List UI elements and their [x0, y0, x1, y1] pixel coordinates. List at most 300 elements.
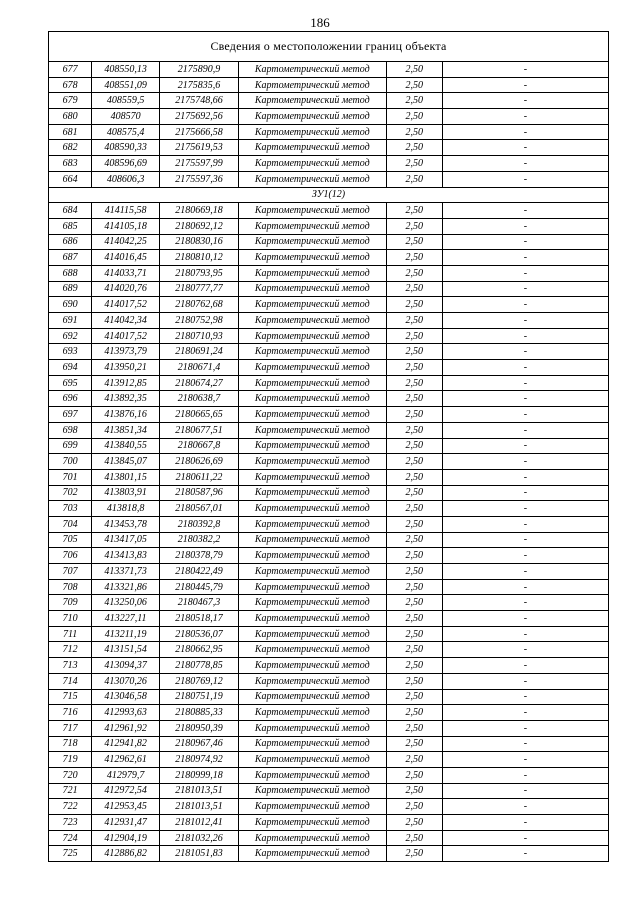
table-row: [49, 265, 609, 281]
table-row: [49, 626, 609, 642]
method-cell: Картометрический метод: [238, 109, 386, 125]
description-cell: -: [442, 705, 608, 721]
method-cell: Картометрический метод: [238, 171, 386, 187]
accuracy-cell: 2,50: [386, 799, 442, 815]
method-cell: Картометрический метод: [238, 124, 386, 140]
accuracy-cell: 2,50: [386, 705, 442, 721]
x-coordinate-cell: 413803,91: [92, 485, 160, 501]
method-cell: Картометрический метод: [238, 375, 386, 391]
accuracy-cell: 2,50: [386, 156, 442, 172]
y-coordinate-cell: 2180667,8: [160, 438, 239, 454]
point-number-cell: 694: [49, 360, 92, 376]
description-cell: -: [442, 626, 608, 642]
section-label: ЗУ1(12): [49, 187, 609, 203]
table-row: [49, 328, 609, 344]
point-number-cell: 692: [49, 328, 92, 344]
method-cell: Картометрический метод: [238, 407, 386, 423]
method-cell: Картометрический метод: [238, 767, 386, 783]
x-coordinate-cell: 413892,35: [92, 391, 160, 407]
accuracy-cell: 2,50: [386, 218, 442, 234]
accuracy-cell: 2,50: [386, 375, 442, 391]
point-number-cell: 722: [49, 799, 92, 815]
method-cell: Картометрический метод: [238, 673, 386, 689]
y-coordinate-cell: 2180692,12: [160, 218, 239, 234]
table-row: [49, 501, 609, 517]
table-row: [49, 344, 609, 360]
table-row: [49, 391, 609, 407]
table-row: [49, 93, 609, 109]
point-number-cell: 723: [49, 815, 92, 831]
description-cell: -: [442, 815, 608, 831]
y-coordinate-cell: 2180810,12: [160, 250, 239, 266]
description-cell: -: [442, 846, 608, 862]
point-number-cell: 721: [49, 783, 92, 799]
description-cell: -: [442, 752, 608, 768]
accuracy-cell: 2,50: [386, 281, 442, 297]
x-coordinate-cell: 414042,25: [92, 234, 160, 250]
description-cell: -: [442, 579, 608, 595]
table-row: [49, 171, 609, 187]
x-coordinate-cell: 413818,8: [92, 501, 160, 517]
method-cell: Картометрический метод: [238, 234, 386, 250]
accuracy-cell: 2,50: [386, 815, 442, 831]
method-cell: Картометрический метод: [238, 77, 386, 93]
table-header-row: [49, 32, 609, 62]
x-coordinate-cell: 413211,19: [92, 626, 160, 642]
y-coordinate-cell: 2180830,16: [160, 234, 239, 250]
table-row: [49, 673, 609, 689]
table-row: [49, 62, 609, 78]
point-number-cell: 693: [49, 344, 92, 360]
table-row: [49, 689, 609, 705]
x-coordinate-cell: 412961,92: [92, 720, 160, 736]
point-number-cell: 716: [49, 705, 92, 721]
point-number-cell: 712: [49, 642, 92, 658]
description-cell: -: [442, 673, 608, 689]
x-coordinate-cell: 414042,34: [92, 313, 160, 329]
point-number-cell: 699: [49, 438, 92, 454]
accuracy-cell: 2,50: [386, 250, 442, 266]
description-cell: -: [442, 156, 608, 172]
y-coordinate-cell: 2180378,79: [160, 548, 239, 564]
method-cell: Картометрический метод: [238, 218, 386, 234]
accuracy-cell: 2,50: [386, 203, 442, 219]
method-cell: Картометрический метод: [238, 642, 386, 658]
point-number-cell: 702: [49, 485, 92, 501]
x-coordinate-cell: 413151,54: [92, 642, 160, 658]
x-coordinate-cell: 412962,61: [92, 752, 160, 768]
point-number-cell: 697: [49, 407, 92, 423]
table-row: [49, 642, 609, 658]
description-cell: -: [442, 313, 608, 329]
y-coordinate-cell: 2180422,49: [160, 564, 239, 580]
method-cell: Картометрический метод: [238, 783, 386, 799]
method-cell: Картометрический метод: [238, 626, 386, 642]
y-coordinate-cell: 2175619,53: [160, 140, 239, 156]
description-cell: -: [442, 783, 608, 799]
table-row: [49, 720, 609, 736]
point-number-cell: 678: [49, 77, 92, 93]
y-coordinate-cell: 2180974,92: [160, 752, 239, 768]
point-number-cell: 698: [49, 422, 92, 438]
x-coordinate-cell: 408596,69: [92, 156, 160, 172]
x-coordinate-cell: 413070,26: [92, 673, 160, 689]
description-cell: -: [442, 171, 608, 187]
x-coordinate-cell: 413973,79: [92, 344, 160, 360]
accuracy-cell: 2,50: [386, 658, 442, 674]
method-cell: Картометрический метод: [238, 548, 386, 564]
boundary-coordinates-table: [48, 31, 609, 862]
table-row: [49, 579, 609, 595]
table-title: Сведения о местоположении границ объекта: [49, 32, 609, 62]
description-cell: -: [442, 689, 608, 705]
y-coordinate-cell: 2180769,12: [160, 673, 239, 689]
y-coordinate-cell: 2180467,3: [160, 595, 239, 611]
description-cell: -: [442, 799, 608, 815]
description-cell: -: [442, 77, 608, 93]
table-row: [49, 140, 609, 156]
x-coordinate-cell: 412993,63: [92, 705, 160, 721]
method-cell: Картометрический метод: [238, 469, 386, 485]
y-coordinate-cell: 2181013,51: [160, 783, 239, 799]
accuracy-cell: 2,50: [386, 516, 442, 532]
table-row: [49, 485, 609, 501]
y-coordinate-cell: 2180778,85: [160, 658, 239, 674]
table-row: [49, 218, 609, 234]
point-number-cell: 681: [49, 124, 92, 140]
description-cell: -: [442, 501, 608, 517]
method-cell: Картометрический метод: [238, 328, 386, 344]
description-cell: -: [442, 736, 608, 752]
y-coordinate-cell: 2180662,95: [160, 642, 239, 658]
y-coordinate-cell: 2181051,83: [160, 846, 239, 862]
point-number-cell: 704: [49, 516, 92, 532]
y-coordinate-cell: 2181012,41: [160, 815, 239, 831]
x-coordinate-cell: 413227,11: [92, 611, 160, 627]
y-coordinate-cell: 2180999,18: [160, 767, 239, 783]
method-cell: Картометрический метод: [238, 62, 386, 78]
description-cell: -: [442, 297, 608, 313]
table-row: [49, 360, 609, 376]
y-coordinate-cell: 2180950,39: [160, 720, 239, 736]
x-coordinate-cell: 413950,21: [92, 360, 160, 376]
point-number-cell: 700: [49, 454, 92, 470]
x-coordinate-cell: 412931,47: [92, 815, 160, 831]
table-body: [49, 32, 609, 862]
y-coordinate-cell: 2180445,79: [160, 579, 239, 595]
table-row: [49, 203, 609, 219]
description-cell: -: [442, 532, 608, 548]
accuracy-cell: 2,50: [386, 93, 442, 109]
point-number-cell: 684: [49, 203, 92, 219]
method-cell: Картометрический метод: [238, 422, 386, 438]
table-row: [49, 438, 609, 454]
table-row: [49, 548, 609, 564]
description-cell: -: [442, 344, 608, 360]
method-cell: Картометрический метод: [238, 454, 386, 470]
accuracy-cell: 2,50: [386, 391, 442, 407]
table-row: [49, 313, 609, 329]
method-cell: Картометрический метод: [238, 579, 386, 595]
accuracy-cell: 2,50: [386, 360, 442, 376]
table-row: [49, 752, 609, 768]
accuracy-cell: 2,50: [386, 328, 442, 344]
y-coordinate-cell: 2175890,9: [160, 62, 239, 78]
x-coordinate-cell: 408559,5: [92, 93, 160, 109]
x-coordinate-cell: 413371,73: [92, 564, 160, 580]
method-cell: Картометрический метод: [238, 391, 386, 407]
description-cell: -: [442, 485, 608, 501]
accuracy-cell: 2,50: [386, 124, 442, 140]
x-coordinate-cell: 412953,45: [92, 799, 160, 815]
point-number-cell: 707: [49, 564, 92, 580]
method-cell: Картометрический метод: [238, 297, 386, 313]
x-coordinate-cell: 412972,54: [92, 783, 160, 799]
y-coordinate-cell: 2175692,56: [160, 109, 239, 125]
description-cell: -: [442, 218, 608, 234]
accuracy-cell: 2,50: [386, 234, 442, 250]
y-coordinate-cell: 2180626,69: [160, 454, 239, 470]
x-coordinate-cell: 408590,33: [92, 140, 160, 156]
table-row: [49, 469, 609, 485]
description-cell: -: [442, 422, 608, 438]
y-coordinate-cell: 2180677,51: [160, 422, 239, 438]
point-number-cell: 696: [49, 391, 92, 407]
x-coordinate-cell: 414017,52: [92, 297, 160, 313]
description-cell: -: [442, 658, 608, 674]
y-coordinate-cell: 2180587,96: [160, 485, 239, 501]
x-coordinate-cell: 414105,18: [92, 218, 160, 234]
accuracy-cell: 2,50: [386, 626, 442, 642]
accuracy-cell: 2,50: [386, 109, 442, 125]
table-row: [49, 250, 609, 266]
method-cell: Картометрический метод: [238, 156, 386, 172]
point-number-cell: 695: [49, 375, 92, 391]
y-coordinate-cell: 2175597,99: [160, 156, 239, 172]
accuracy-cell: 2,50: [386, 297, 442, 313]
x-coordinate-cell: 413094,37: [92, 658, 160, 674]
description-cell: -: [442, 720, 608, 736]
table-row: [49, 815, 609, 831]
point-number-cell: 719: [49, 752, 92, 768]
table-row: [49, 109, 609, 125]
point-number-cell: 688: [49, 265, 92, 281]
description-cell: -: [442, 62, 608, 78]
accuracy-cell: 2,50: [386, 830, 442, 846]
x-coordinate-cell: 412941,82: [92, 736, 160, 752]
method-cell: Картометрический метод: [238, 815, 386, 831]
point-number-cell: 718: [49, 736, 92, 752]
y-coordinate-cell: 2180665,65: [160, 407, 239, 423]
x-coordinate-cell: 412886,82: [92, 846, 160, 862]
table-row: [49, 783, 609, 799]
description-cell: -: [442, 375, 608, 391]
y-coordinate-cell: 2180611,22: [160, 469, 239, 485]
accuracy-cell: 2,50: [386, 344, 442, 360]
x-coordinate-cell: 413845,07: [92, 454, 160, 470]
accuracy-cell: 2,50: [386, 673, 442, 689]
point-number-cell: 686: [49, 234, 92, 250]
x-coordinate-cell: 414016,45: [92, 250, 160, 266]
point-number-cell: 679: [49, 93, 92, 109]
point-number-cell: 677: [49, 62, 92, 78]
y-coordinate-cell: 2180518,17: [160, 611, 239, 627]
accuracy-cell: 2,50: [386, 469, 442, 485]
accuracy-cell: 2,50: [386, 564, 442, 580]
accuracy-cell: 2,50: [386, 313, 442, 329]
point-number-cell: 725: [49, 846, 92, 862]
accuracy-cell: 2,50: [386, 438, 442, 454]
method-cell: Картометрический метод: [238, 705, 386, 721]
point-number-cell: 711: [49, 626, 92, 642]
description-cell: -: [442, 265, 608, 281]
x-coordinate-cell: 413840,55: [92, 438, 160, 454]
point-number-cell: 713: [49, 658, 92, 674]
method-cell: Картометрический метод: [238, 93, 386, 109]
method-cell: Картометрический метод: [238, 799, 386, 815]
accuracy-cell: 2,50: [386, 783, 442, 799]
y-coordinate-cell: 2181032,26: [160, 830, 239, 846]
y-coordinate-cell: 2175748,66: [160, 93, 239, 109]
point-number-cell: 714: [49, 673, 92, 689]
point-number-cell: 682: [49, 140, 92, 156]
table-row: [49, 611, 609, 627]
accuracy-cell: 2,50: [386, 595, 442, 611]
accuracy-cell: 2,50: [386, 689, 442, 705]
x-coordinate-cell: 413321,86: [92, 579, 160, 595]
description-cell: -: [442, 250, 608, 266]
y-coordinate-cell: 2180674,27: [160, 375, 239, 391]
y-coordinate-cell: 2180691,24: [160, 344, 239, 360]
table-row: [49, 422, 609, 438]
y-coordinate-cell: 2180638,7: [160, 391, 239, 407]
description-cell: -: [442, 360, 608, 376]
x-coordinate-cell: 408575,4: [92, 124, 160, 140]
description-cell: -: [442, 548, 608, 564]
table-row: [49, 375, 609, 391]
method-cell: Картометрический метод: [238, 830, 386, 846]
method-cell: Картометрический метод: [238, 752, 386, 768]
table-row: [49, 846, 609, 862]
method-cell: Картометрический метод: [238, 485, 386, 501]
description-cell: -: [442, 93, 608, 109]
table-row: [49, 564, 609, 580]
table-row: [49, 705, 609, 721]
table-row: [49, 799, 609, 815]
point-number-cell: 664: [49, 171, 92, 187]
method-cell: Картометрический метод: [238, 203, 386, 219]
y-coordinate-cell: 2180567,01: [160, 501, 239, 517]
table-row: [49, 407, 609, 423]
y-coordinate-cell: 2180392,8: [160, 516, 239, 532]
point-number-cell: 709: [49, 595, 92, 611]
description-cell: -: [442, 830, 608, 846]
table-row: [49, 595, 609, 611]
table-row: [49, 767, 609, 783]
point-number-cell: 705: [49, 532, 92, 548]
x-coordinate-cell: 413250,06: [92, 595, 160, 611]
x-coordinate-cell: 408606,3: [92, 171, 160, 187]
accuracy-cell: 2,50: [386, 485, 442, 501]
accuracy-cell: 2,50: [386, 611, 442, 627]
description-cell: -: [442, 595, 608, 611]
accuracy-cell: 2,50: [386, 532, 442, 548]
y-coordinate-cell: 2180671,4: [160, 360, 239, 376]
table-row: [49, 736, 609, 752]
y-coordinate-cell: 2180762,68: [160, 297, 239, 313]
method-cell: Картометрический метод: [238, 140, 386, 156]
x-coordinate-cell: 408550,13: [92, 62, 160, 78]
point-number-cell: 687: [49, 250, 92, 266]
method-cell: Картометрический метод: [238, 736, 386, 752]
table-row: [49, 830, 609, 846]
accuracy-cell: 2,50: [386, 752, 442, 768]
accuracy-cell: 2,50: [386, 642, 442, 658]
x-coordinate-cell: 408570: [92, 109, 160, 125]
table-row: [49, 77, 609, 93]
accuracy-cell: 2,50: [386, 422, 442, 438]
table-row: [49, 234, 609, 250]
y-coordinate-cell: 2180382,2: [160, 532, 239, 548]
x-coordinate-cell: 414020,76: [92, 281, 160, 297]
y-coordinate-cell: 2180885,33: [160, 705, 239, 721]
method-cell: Картометрический метод: [238, 516, 386, 532]
table-row: [49, 156, 609, 172]
method-cell: Картометрический метод: [238, 360, 386, 376]
y-coordinate-cell: 2175666,58: [160, 124, 239, 140]
accuracy-cell: 2,50: [386, 265, 442, 281]
method-cell: Картометрический метод: [238, 720, 386, 736]
accuracy-cell: 2,50: [386, 720, 442, 736]
y-coordinate-cell: 2180751,19: [160, 689, 239, 705]
x-coordinate-cell: 413453,78: [92, 516, 160, 532]
description-cell: -: [442, 109, 608, 125]
accuracy-cell: 2,50: [386, 407, 442, 423]
y-coordinate-cell: 2180793,95: [160, 265, 239, 281]
table-row: [49, 658, 609, 674]
y-coordinate-cell: 2180752,98: [160, 313, 239, 329]
x-coordinate-cell: 414017,52: [92, 328, 160, 344]
page-number: 186: [310, 15, 330, 30]
x-coordinate-cell: 413417,05: [92, 532, 160, 548]
point-number-cell: 680: [49, 109, 92, 125]
description-cell: -: [442, 328, 608, 344]
accuracy-cell: 2,50: [386, 501, 442, 517]
point-number-cell: 701: [49, 469, 92, 485]
y-coordinate-cell: 2175835,6: [160, 77, 239, 93]
description-cell: -: [442, 642, 608, 658]
y-coordinate-cell: 2180777,77: [160, 281, 239, 297]
table-row: [49, 297, 609, 313]
x-coordinate-cell: 408551,09: [92, 77, 160, 93]
y-coordinate-cell: 2175597,36: [160, 171, 239, 187]
point-number-cell: 706: [49, 548, 92, 564]
accuracy-cell: 2,50: [386, 579, 442, 595]
x-coordinate-cell: 413851,34: [92, 422, 160, 438]
point-number-cell: 717: [49, 720, 92, 736]
point-number-cell: 689: [49, 281, 92, 297]
table-row: [49, 124, 609, 140]
point-number-cell: 720: [49, 767, 92, 783]
method-cell: Картометрический метод: [238, 611, 386, 627]
description-cell: -: [442, 438, 608, 454]
accuracy-cell: 2,50: [386, 736, 442, 752]
method-cell: Картометрический метод: [238, 313, 386, 329]
accuracy-cell: 2,50: [386, 767, 442, 783]
description-cell: -: [442, 234, 608, 250]
table-row: [49, 281, 609, 297]
description-cell: -: [442, 564, 608, 580]
